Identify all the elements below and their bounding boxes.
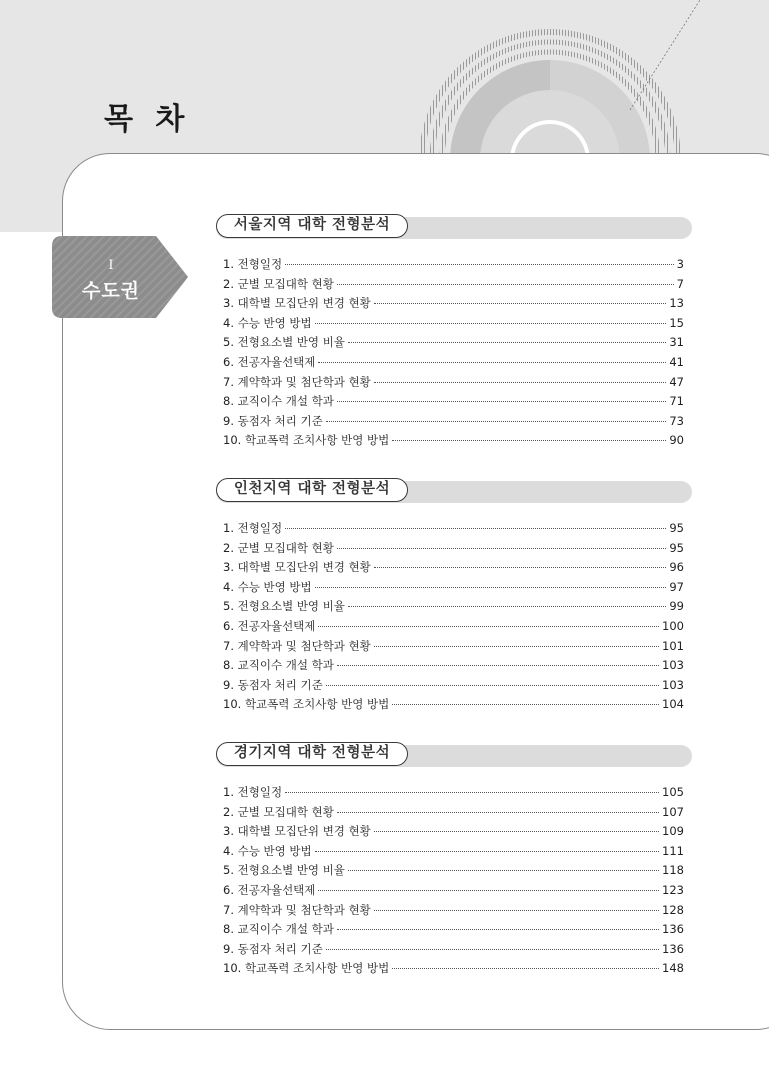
toc-entry[interactable]: [216, 804, 692, 824]
toc-entry[interactable]: [216, 432, 692, 452]
toc-leader: [326, 421, 667, 422]
toc-page-number: 107: [662, 804, 684, 819]
toc-page-number: 97: [669, 579, 684, 594]
region-number: I: [108, 258, 114, 273]
toc-label: 8. 교직이수 개설 학과: [223, 658, 334, 673]
toc-leader: [392, 968, 659, 969]
toc-label: 5. 전형요소별 반영 비율: [223, 335, 345, 350]
toc-leader: [392, 704, 659, 705]
toc-entry[interactable]: [216, 843, 692, 863]
toc-entry[interactable]: [216, 902, 692, 922]
toc-label: 4. 수능 반영 방법: [223, 579, 312, 594]
toc-leader: [318, 362, 666, 363]
toc-label: 8. 교직이수 개설 학과: [223, 394, 334, 409]
toc-page-number: 96: [669, 560, 684, 575]
toc-page-number: 128: [662, 902, 684, 917]
section-gyeonggi: [216, 742, 692, 980]
toc-page-number: 99: [669, 599, 684, 614]
section-header: [216, 742, 692, 768]
toc-leader: [337, 548, 667, 549]
toc-leader: [337, 284, 674, 285]
toc-entry[interactable]: [216, 276, 692, 296]
toc-page-number: 90: [669, 433, 684, 448]
toc-leader: [348, 606, 666, 607]
page-title: 목 차: [104, 102, 191, 137]
toc-label: 6. 전공자율선택제: [223, 882, 316, 897]
toc-page-number: 95: [669, 521, 684, 535]
toc-entry[interactable]: [216, 618, 692, 638]
toc-label: 6. 전공자율선택제: [223, 618, 316, 633]
toc-label: 1. 전형일정: [223, 521, 283, 535]
toc-leader: [315, 323, 667, 324]
toc-leader: [326, 949, 659, 950]
toc-entry[interactable]: [216, 921, 692, 941]
toc-label: 9. 동점자 처리 기준: [223, 413, 323, 428]
toc-label: 8. 교직이수 개설 학과: [223, 922, 334, 937]
toc-entry[interactable]: [216, 520, 692, 540]
toc-leader: [374, 567, 667, 568]
section-title: 경기지역 대학 전형분석: [216, 742, 408, 766]
toc-page-number: 103: [662, 658, 684, 673]
toc-entry[interactable]: [216, 657, 692, 677]
toc-entry[interactable]: [216, 374, 692, 394]
toc-label: 1. 전형일정: [223, 257, 283, 271]
toc-entry[interactable]: [216, 941, 692, 961]
toc-entry[interactable]: [216, 823, 692, 843]
toc-leader: [374, 382, 667, 383]
toc-entry[interactable]: [216, 862, 692, 882]
toc-label: 2. 군별 모집대학 현황: [223, 540, 334, 555]
toc-entry[interactable]: [216, 638, 692, 658]
toc-page-number: 31: [669, 335, 684, 350]
toc-leader: [315, 587, 667, 588]
toc-label: 7. 계약학과 및 첨단학과 현황: [223, 638, 371, 653]
toc-leader: [374, 910, 659, 911]
toc-entry[interactable]: [216, 334, 692, 354]
toc-entry[interactable]: [216, 677, 692, 697]
toc-label: 5. 전형요소별 반영 비율: [223, 863, 345, 878]
toc-leader: [348, 342, 666, 343]
toc-label: 9. 동점자 처리 기준: [223, 677, 323, 692]
toc-leader: [285, 792, 659, 793]
toc-entry[interactable]: [216, 413, 692, 433]
toc-page-number: 95: [669, 540, 684, 555]
toc-entry[interactable]: [216, 295, 692, 315]
toc-label: 4. 수능 반영 방법: [223, 843, 312, 858]
toc-page-number: 118: [662, 863, 684, 878]
toc-page-number: 148: [662, 961, 684, 976]
toc-entry[interactable]: [216, 579, 692, 599]
toc-label: 4. 수능 반영 방법: [223, 315, 312, 330]
toc-page-number: 7: [676, 276, 684, 291]
toc-leader: [337, 665, 659, 666]
toc-page-number: 3: [676, 257, 684, 271]
toc-label: 10. 학교폭력 조치사항 반영 방법: [223, 697, 390, 712]
toc-leader: [374, 646, 659, 647]
toc-page-number: 15: [669, 315, 684, 330]
toc-list: [216, 784, 692, 980]
section-title: 인천지역 대학 전형분석: [216, 478, 408, 502]
toc-leader: [374, 303, 667, 304]
section-header: [216, 478, 692, 504]
toc-page-number: 103: [662, 677, 684, 692]
toc-page-number: 111: [662, 843, 684, 858]
toc-leader: [318, 626, 659, 627]
toc-entry[interactable]: [216, 960, 692, 980]
toc-page-number: 47: [669, 374, 684, 389]
decorative-circles: [400, 0, 769, 160]
toc-label: 2. 군별 모집대학 현황: [223, 276, 334, 291]
toc-label: 3. 대학별 모집단위 변경 현황: [223, 824, 371, 839]
toc-page-number: 71: [669, 394, 684, 409]
section-header: [216, 214, 692, 240]
toc-label: 7. 계약학과 및 첨단학과 현황: [223, 374, 371, 389]
toc-leader: [285, 528, 666, 529]
toc-leader: [337, 929, 659, 930]
toc-entry[interactable]: [216, 598, 692, 618]
region-name: 수도권: [81, 280, 141, 302]
toc-page-number: 73: [669, 413, 684, 428]
section-incheon: [216, 478, 692, 716]
section-seoul: [216, 214, 692, 452]
toc-entry[interactable]: [216, 354, 692, 374]
toc-leader: [337, 401, 667, 402]
toc-label: 5. 전형요소별 반영 비율: [223, 599, 345, 614]
toc-label: 10. 학교폭력 조치사항 반영 방법: [223, 433, 390, 448]
toc-entry[interactable]: [216, 315, 692, 335]
toc-page-number: 13: [669, 296, 684, 311]
toc-page-number: 101: [662, 638, 684, 653]
toc-label: 9. 동점자 처리 기준: [223, 941, 323, 956]
section-title: 서울지역 대학 전형분석: [216, 214, 408, 238]
toc-leader: [285, 264, 674, 265]
toc-label: 10. 학교폭력 조치사항 반영 방법: [223, 961, 390, 976]
toc-leader: [337, 812, 659, 813]
toc-page-number: 109: [662, 824, 684, 839]
toc-leader: [374, 831, 659, 832]
toc-entry[interactable]: [216, 256, 692, 276]
toc-entry[interactable]: [216, 393, 692, 413]
toc-leader: [326, 685, 659, 686]
toc-label: 6. 전공자율선택제: [223, 354, 316, 369]
toc-leader: [348, 870, 659, 871]
toc-label: 3. 대학별 모집단위 변경 현황: [223, 560, 371, 575]
toc-label: 1. 전형일정: [223, 785, 283, 799]
toc-entry[interactable]: [216, 540, 692, 560]
toc-leader: [318, 890, 659, 891]
toc-leader: [315, 851, 659, 852]
toc-page-number: 105: [662, 785, 684, 799]
toc-page-number: 123: [662, 882, 684, 897]
toc-entry[interactable]: [216, 696, 692, 716]
toc-label: 7. 계약학과 및 첨단학과 현황: [223, 902, 371, 917]
toc-list: [216, 256, 692, 452]
toc-entry[interactable]: [216, 784, 692, 804]
toc-list: [216, 520, 692, 716]
toc-page-number: 136: [662, 941, 684, 956]
toc-leader: [392, 440, 666, 441]
toc-page-number: 41: [669, 354, 684, 369]
toc-entry[interactable]: [216, 882, 692, 902]
toc-page-number: 104: [662, 697, 684, 712]
toc-label: 2. 군별 모집대학 현황: [223, 804, 334, 819]
toc-page-number: 136: [662, 922, 684, 937]
toc-label: 3. 대학별 모집단위 변경 현황: [223, 296, 371, 311]
region-tab: [52, 236, 190, 318]
toc-entry[interactable]: [216, 559, 692, 579]
toc-page-number: 100: [662, 618, 684, 633]
